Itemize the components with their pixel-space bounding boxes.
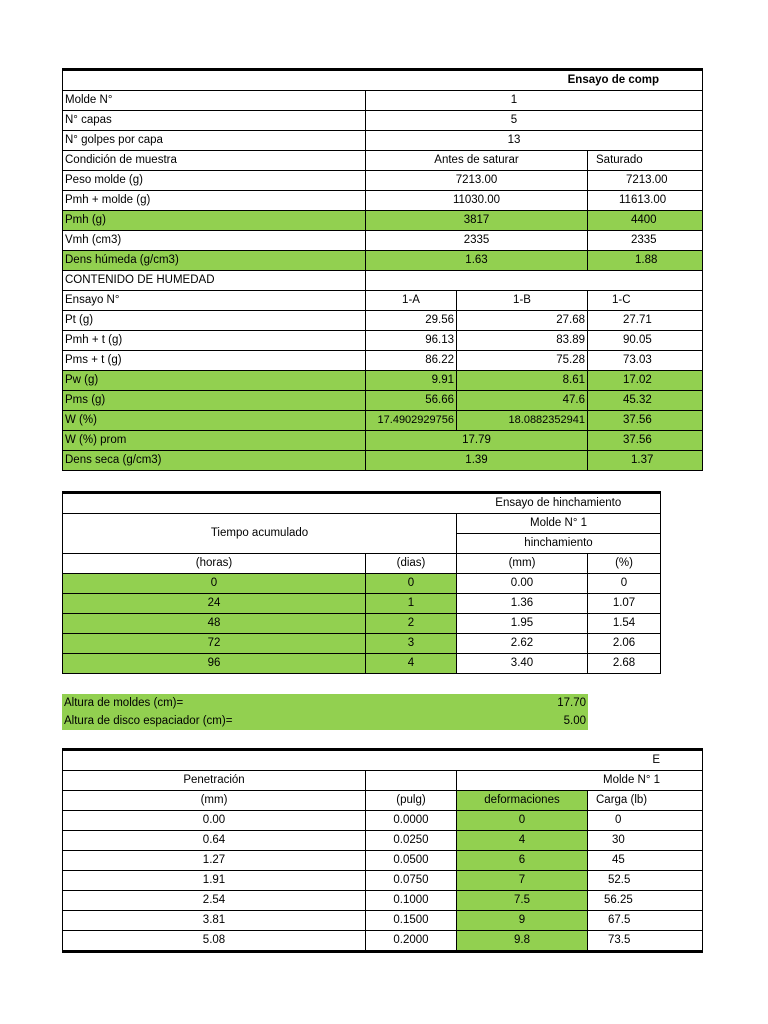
cell: 17.02 bbox=[588, 371, 703, 391]
altura-moldes-row bbox=[62, 694, 588, 712]
cell: 48 bbox=[63, 614, 366, 634]
col-header: (pulg) bbox=[366, 791, 457, 811]
hinchamiento-table bbox=[62, 491, 661, 674]
row-label: Pmh + molde (g) bbox=[63, 191, 366, 211]
penetracion-table bbox=[62, 748, 703, 953]
cell: 30 bbox=[588, 831, 703, 851]
hinch-label: hinchamiento bbox=[457, 534, 661, 554]
cell: 0 bbox=[366, 574, 457, 594]
cell: 1.54 bbox=[588, 614, 661, 634]
cell: 2.62 bbox=[457, 634, 588, 654]
cell: 0.0000 bbox=[366, 811, 457, 831]
cell: 37.56 bbox=[588, 431, 703, 451]
cell: 1.91 bbox=[63, 871, 366, 891]
cell: 1.27 bbox=[63, 851, 366, 871]
row-label: Pmh + t (g) bbox=[63, 331, 366, 351]
cell: 8.61 bbox=[457, 371, 588, 391]
cell: 1.39 bbox=[366, 451, 588, 471]
empty-cell bbox=[366, 771, 457, 791]
compactacion-table bbox=[62, 68, 703, 471]
cell: 7.5 bbox=[457, 891, 588, 911]
cell: 1-C bbox=[588, 291, 703, 311]
cell: 9 bbox=[457, 911, 588, 931]
cell: 24 bbox=[63, 594, 366, 614]
pen-label: Penetración bbox=[63, 771, 366, 791]
col-header: Carga (lb) bbox=[588, 791, 703, 811]
cell: 1.07 bbox=[588, 594, 661, 614]
cell: 56.25 bbox=[588, 891, 703, 911]
row-label: W (%) prom bbox=[63, 431, 366, 451]
cell: 45 bbox=[588, 851, 703, 871]
row-label: W (%) bbox=[63, 411, 366, 431]
col-header: (dias) bbox=[366, 554, 457, 574]
compactacion-title: Ensayo de comp bbox=[63, 70, 703, 91]
row-label: Ensayo N° bbox=[63, 291, 366, 311]
cell: 0.64 bbox=[63, 831, 366, 851]
molde-label: Molde N° 1 bbox=[457, 514, 661, 534]
row-label: Pt (g) bbox=[63, 311, 366, 331]
cell: 56.66 bbox=[366, 391, 457, 411]
row-label: N° capas bbox=[63, 111, 366, 131]
cell: 0.0500 bbox=[366, 851, 457, 871]
row-label: N° golpes por capa bbox=[63, 131, 366, 151]
cell: 1.36 bbox=[457, 594, 588, 614]
cell: 1 bbox=[366, 594, 457, 614]
row-label: Pmh (g) bbox=[63, 211, 366, 231]
empty-cell bbox=[63, 493, 457, 514]
cell: 6 bbox=[457, 851, 588, 871]
cell: 52.5 bbox=[588, 871, 703, 891]
cell: 0.0750 bbox=[366, 871, 457, 891]
cell: 3 bbox=[366, 634, 457, 654]
cell: 0 bbox=[457, 811, 588, 831]
cell: 47.6 bbox=[457, 391, 588, 411]
humedad-title: CONTENIDO DE HUMEDAD bbox=[63, 271, 366, 291]
cell: 72 bbox=[63, 634, 366, 654]
cell: 86.22 bbox=[366, 351, 457, 371]
cell: 7213.00 bbox=[366, 171, 588, 191]
cell: 2.54 bbox=[63, 891, 366, 911]
cell: 27.71 bbox=[588, 311, 703, 331]
col-header: (mm) bbox=[63, 791, 366, 811]
empty-cell bbox=[366, 271, 703, 291]
cell: 1.63 bbox=[366, 251, 588, 271]
col-header: (mm) bbox=[457, 554, 588, 574]
cell: 4 bbox=[366, 654, 457, 674]
cell: 11030.00 bbox=[366, 191, 588, 211]
cell: 18.0882352941 bbox=[457, 411, 588, 431]
cell: 45.32 bbox=[588, 391, 703, 411]
cell: 13 bbox=[366, 131, 703, 151]
cell: 5 bbox=[366, 111, 703, 131]
cell: 96.13 bbox=[366, 331, 457, 351]
hinchamiento-section bbox=[62, 491, 660, 674]
cell: 1-A bbox=[366, 291, 457, 311]
cell: 2 bbox=[366, 614, 457, 634]
cell: 0.00 bbox=[63, 811, 366, 831]
cell: 67.5 bbox=[588, 911, 703, 931]
cell: 11613.00 bbox=[588, 191, 703, 211]
cell: Saturado bbox=[588, 151, 703, 171]
cell: 2.68 bbox=[588, 654, 661, 674]
col-header: deformaciones bbox=[457, 791, 588, 811]
cell: 0.2000 bbox=[366, 931, 457, 952]
cell: 1.88 bbox=[588, 251, 703, 271]
row-label: Vmh (cm3) bbox=[63, 231, 366, 251]
row-label: Pms (g) bbox=[63, 391, 366, 411]
cell: 73.5 bbox=[588, 931, 703, 952]
row-label: Dens seca (g/cm3) bbox=[63, 451, 366, 471]
tiempo-label: Tiempo acumulado bbox=[63, 514, 457, 554]
cell: 3.40 bbox=[457, 654, 588, 674]
hinchamiento-title: Ensayo de hinchamiento bbox=[457, 493, 661, 514]
cell: 5.08 bbox=[63, 931, 366, 952]
cell: 1-B bbox=[457, 291, 588, 311]
cell: 29.56 bbox=[366, 311, 457, 331]
cell: 3817 bbox=[366, 211, 588, 231]
compactacion-section bbox=[62, 68, 668, 471]
altura-disco-label: Altura de disco espaciador (cm)= bbox=[64, 715, 233, 727]
cell: 0 bbox=[63, 574, 366, 594]
cell: 0.1000 bbox=[366, 891, 457, 911]
altura-moldes-label: Altura de moldes (cm)= bbox=[64, 697, 184, 709]
cell: 1.37 bbox=[588, 451, 703, 471]
altura-disco-value: 5.00 bbox=[563, 715, 586, 727]
altura-moldes-value: 17.70 bbox=[557, 697, 586, 709]
row-label: Molde N° bbox=[63, 91, 366, 111]
cell: 96 bbox=[63, 654, 366, 674]
cell: 1 bbox=[366, 91, 703, 111]
row-label: Dens húmeda (g/cm3) bbox=[63, 251, 366, 271]
alturas-block bbox=[62, 694, 588, 730]
cell: 27.68 bbox=[457, 311, 588, 331]
row-label: Pms + t (g) bbox=[63, 351, 366, 371]
cell: 2335 bbox=[366, 231, 588, 251]
penetracion-title: E bbox=[63, 750, 703, 771]
cell: 1.95 bbox=[457, 614, 588, 634]
cell: 0.00 bbox=[457, 574, 588, 594]
cell: 83.89 bbox=[457, 331, 588, 351]
altura-disco-row bbox=[62, 712, 588, 730]
cell: 4 bbox=[457, 831, 588, 851]
cell: 3.81 bbox=[63, 911, 366, 931]
cell: 75.28 bbox=[457, 351, 588, 371]
cell: 2.06 bbox=[588, 634, 661, 654]
cell: 9.8 bbox=[457, 931, 588, 952]
cell: 0.1500 bbox=[366, 911, 457, 931]
row-label: Peso molde (g) bbox=[63, 171, 366, 191]
molde-label: Molde N° 1 bbox=[457, 771, 703, 791]
col-header: (%) bbox=[588, 554, 661, 574]
cell: 2335 bbox=[588, 231, 703, 251]
row-label: Condición de muestra bbox=[63, 151, 366, 171]
cell: Antes de saturar bbox=[366, 151, 588, 171]
cell: 4400 bbox=[588, 211, 703, 231]
cell: 73.03 bbox=[588, 351, 703, 371]
cell: 37.56 bbox=[588, 411, 703, 431]
cell: 9.91 bbox=[366, 371, 457, 391]
row-label: Pw (g) bbox=[63, 371, 366, 391]
cell: 0 bbox=[588, 574, 661, 594]
cell: 0.0250 bbox=[366, 831, 457, 851]
cell: 7213.00 bbox=[588, 171, 703, 191]
cell: 90.05 bbox=[588, 331, 703, 351]
cell: 0 bbox=[588, 811, 703, 831]
cell: 7 bbox=[457, 871, 588, 891]
cell: 17.79 bbox=[366, 431, 588, 451]
cell: 17.4902929756 bbox=[366, 411, 457, 431]
col-header: (horas) bbox=[63, 554, 366, 574]
penetracion-section bbox=[62, 748, 660, 953]
